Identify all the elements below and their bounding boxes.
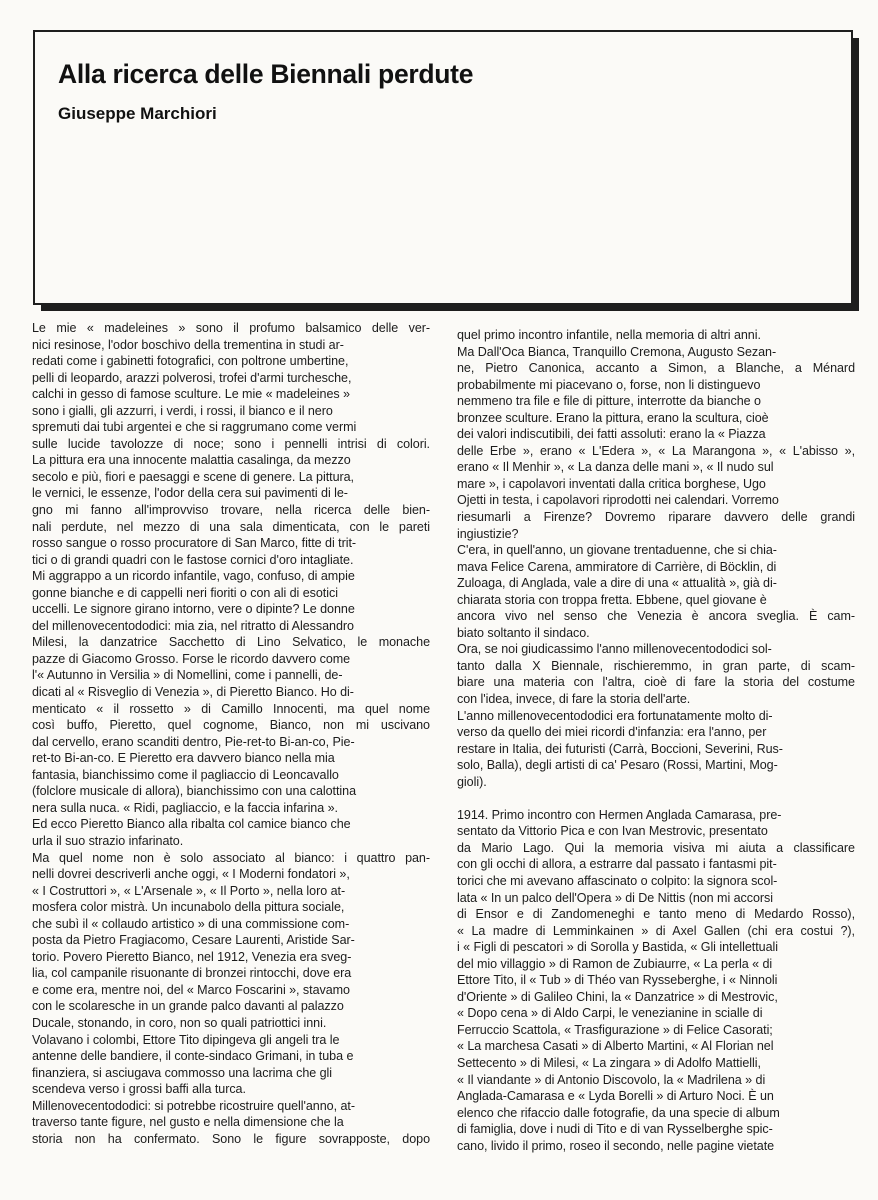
text-line: uccelli. Le signore girano intorno, vere o dipinte? Le donne	[32, 602, 355, 617]
text-line: Ora, se noi giudicassimo l'anno millenovecentododici sol-	[457, 642, 772, 657]
text-line: Ferruccio Scattola, « Trasfigurazione » di Felice Casorati;	[457, 1022, 773, 1037]
text-line: biare una materia con l'altra, cioè di fare la storia del costume	[457, 675, 855, 690]
text-line: « La marchesa Casati » di Alberto Martini, « Al Florian nel	[457, 1039, 774, 1054]
text-line: 1914. Primo incontro con Hermen Anglada Camarasa, pre-	[457, 807, 782, 822]
text-line: riesumarli a Firenze? Dovremo riparare davvero delle grandi	[457, 510, 855, 525]
text-line: storia non ha confermato. Sono le figure sovrapposte, dopo	[32, 1131, 430, 1146]
text-line: del millenovecentododici: mia zia, nel ritratto di Alessandro	[32, 618, 354, 633]
text-line: nelli dovrei descriverli anche oggi, « I Moderni fondatori »,	[32, 867, 350, 882]
text-line: torio. Povero Pieretto Bianco, nel 1912, Venezia era sveg-	[32, 949, 352, 964]
text-line: che subì il « collaudo artistico » di una commissione com-	[32, 916, 350, 931]
text-line: Volavano i colombi, Ettore Tito dipingeva gli angeli tra le	[32, 1032, 340, 1047]
text-line: lia, col campanile risuonante di bronzei rintocchi, dove era	[32, 966, 352, 981]
text-line: Zuloaga, di Anglada, vale a dire di una « attualità », già di-	[457, 576, 777, 591]
text-line: con gli occhi di allora, a estrarre dal passato i fantasmi pit-	[457, 857, 777, 872]
text-line: così buffo, Pieretto, quel cognome, Bianco, non mi uscivano	[32, 718, 430, 733]
text-line: finanziera, si asciugava commosso una lacrima che gli	[32, 1065, 333, 1080]
text-line: redati come i gabinetti fotografici, con poltrone umbertine,	[32, 354, 349, 369]
text-line: tici o di grandi quadri con le fastose cornici d'oro intagliate.	[32, 552, 354, 567]
text-line: mare », i capolavori inventati dalla critica borghese, Ugo	[457, 476, 766, 491]
text-line: dei valori indiscutibili, dei fatti assoluti: erano la « Piazza	[457, 427, 766, 442]
article-author: Giuseppe Marchiori	[58, 104, 217, 123]
text-line: gno mi fanno all'improvviso trovare, nella ricerca delle bien-	[32, 503, 430, 518]
text-line: Anglada-Camarasa e « Lyda Borelli » di Arturo Noci. È un	[457, 1089, 774, 1104]
text-line: nali perdute, nel mezzo di una sala dimenticata, con le pareti	[32, 519, 430, 534]
box-shadow-bottom	[41, 305, 859, 311]
text-line: urla il suo strazio infarinato.	[32, 833, 184, 848]
text-line: Ma Dall'Oca Bianca, Tranquillo Cremona, Augusto Sezan-	[457, 344, 777, 359]
text-line: gioli).	[457, 774, 487, 789]
text-line: Settecento » di Milesi, « La zingara » di Adolfo Mattielli,	[457, 1056, 761, 1071]
text-line: nemmeno tra file e file di pitture, interrotte da bianche o	[457, 394, 761, 409]
text-line: Mi aggrappo a un ricordo infantile, vago, confuso, di ampie	[32, 569, 355, 584]
text-line: menticato « il rossetto » di Camillo Innocenti, ma quel nome	[32, 701, 430, 716]
text-line: sono i gialli, gli azzurri, i verdi, i rossi, il bianco e il nero	[32, 403, 333, 418]
text-line: probabilmente mi piacevano o, forse, non li distinguevo	[457, 377, 761, 392]
text-line: Ed ecco Pieretto Bianco alla ribalta col camice bianco che	[32, 817, 351, 832]
text-line: tanto dalla X Biennale, rischieremmo, in gran parte, di scam-	[457, 658, 855, 673]
text-line: Ojetti in testa, i capolavori riprodotti nei calendari. Vorremo	[457, 493, 779, 508]
text-line: ancora vivo nel senso che Venezia è ancora sveglia. È cam-	[457, 609, 855, 624]
left-text-column	[32, 320, 430, 1147]
text-line: i « Figli di pescatori » di Sorolla y Bastida, « Gli intellettuali	[457, 940, 778, 955]
box-shadow-right	[853, 38, 859, 311]
text-line: nici resinose, l'odor boschivo della trementina in studi ar-	[32, 337, 344, 352]
text-line: Ducale, stonando, in coro, non so quali patriottici inni.	[32, 1015, 327, 1030]
text-line: quel primo incontro infantile, nella memoria di altri anni.	[457, 328, 761, 342]
text-line: del mio villaggio » di Ramon de Zubiaurre, « La perla « di	[457, 956, 773, 971]
text-line: fantasia, bianchissimo come il pagliaccio di Leoncavallo	[32, 767, 339, 782]
text-line: L'anno millenovecentododici era fortunatamente molto di-	[457, 708, 773, 723]
text-line: « La madre di Lemminkainen » di Axel Gallen (chi era costui ?),	[457, 923, 855, 938]
text-line: verso da quello dei miei ricordi d'infanzia: era l'anno, per	[457, 725, 767, 740]
text-line: antenne delle bandiere, il conte-sindaco Grimani, in tuba e	[32, 1049, 354, 1064]
text-line: dal cervello, erano scanditi dentro, Pie-ret-to Bi-an-co, Pie-	[32, 734, 355, 749]
text-line: erano « Il Menhir », « La danza delle mani », « Il nudo sul	[457, 460, 774, 475]
text-line: Ma quel nome non è solo associato al bianco: i quattro pan-	[32, 850, 430, 865]
text-line: pazze di Giacomo Grosso. Forse le ricordo davvero come	[32, 651, 351, 666]
text-line: traverso tante figure, nel gusto e nella dimensione che la	[32, 1115, 344, 1130]
text-line: restare in Italia, dei futuristi (Carrà, Boccioni, Severini, Rus-	[457, 741, 783, 756]
text-line: posta da Pietro Fragiacomo, Cesare Laurenti, Aristide Sar-	[32, 933, 355, 948]
text-line: (folclore musicale di allora), bianchissimo con una calottina	[32, 784, 357, 799]
text-line: con l'idea, invece, di fare la storia dell'arte.	[457, 692, 691, 707]
text-line: torici che mi avevano affascinato o colpito: la signora scol-	[457, 874, 778, 888]
right-text-column	[457, 327, 855, 1154]
text-line: cano, livido il primo, roseo il secondo, nelle pagine vietate	[457, 1138, 775, 1153]
text-line: chiarata storia con troppa fretta. Ebbene, quel giovane è	[457, 592, 767, 607]
text-line: ne, Pietro Canonica, accanto a Simon, a Blanche, a Ménard	[457, 361, 855, 376]
text-line: con le scolaresche in un grande palco davanti al palazzo	[32, 999, 344, 1014]
text-line: ret-to Bi-an-co. E Pieretto era davvero bianco nella mia	[32, 751, 335, 766]
text-line: Le mie « madeleines » sono il profumo balsamico delle ver-	[32, 321, 430, 335]
text-line: C'era, in quell'anno, un giovane trentaduenne, che si chia-	[457, 543, 777, 558]
text-line: di famiglia, dove i nudi di Tito e di van Rysselberghe spic-	[457, 1122, 773, 1137]
text-line: sulle lucide tavolozze di noce; sono i pennelli intrisi di colori.	[32, 436, 430, 451]
text-line: « I Costruttori », « L'Arsenale », « Il Porto », nella loro at-	[32, 883, 346, 898]
text-line: solo, Balla), degli artisti di ca' Pesaro (Rossi, Martini, Mog-	[457, 758, 778, 773]
text-line: « Il viandante » di Antonio Discovolo, la « Madrilena » di	[457, 1072, 766, 1087]
text-line: Ettore Tito, il « Tub » di Théo van Rysseberghe, i « Ninnoli	[457, 973, 778, 988]
text-line	[457, 790, 855, 807]
text-line: scendeva verso i grossi baffi alla turca.	[32, 1082, 246, 1097]
text-line: sentato da Vittorio Pica e con Ivan Mestrovic, presentato	[457, 824, 768, 839]
text-line: elenco che rifaccio dalle fotografie, da una specie di album	[457, 1105, 780, 1120]
title-box	[33, 30, 853, 305]
text-line: ingiustizie?	[457, 526, 519, 541]
text-line: secolo e più, fiori e paesaggi e scene di genere. La pittura,	[32, 469, 354, 484]
text-line: calchi in gesso di famose sculture. Le mie « madeleines »	[32, 387, 350, 402]
text-line: La pittura era una innocente malattia casalinga, da mezzo	[32, 453, 351, 468]
article-title: Alla ricerca delle Biennali perdute	[58, 59, 474, 89]
text-line: spremuti dai tubi argentei e che si raggrumano come vermi	[32, 420, 357, 435]
text-line: pelli di leopardo, arazzi polverosi, trofei d'armi turchesche,	[32, 370, 352, 385]
text-line: nera sulla nuca. « Ridi, pagliaccio, e la faccia infarina ».	[32, 800, 338, 815]
text-line: biato soltanto il sindaco.	[457, 625, 590, 640]
text-line: le vernici, le essenze, l'odor della cera sui pavimenti di le-	[32, 486, 348, 501]
text-line: « Dopo cena » di Aldo Carpi, le venezianine in scialle di	[457, 1006, 763, 1021]
text-line: mosfera color mistrà. Un incunabolo della pittura sociale,	[32, 900, 345, 915]
text-line: lata « In un palco dell'Opera » di De Nittis (non mi accorsi	[457, 890, 774, 905]
text-line: Millenovecentododici: si potrebbe ricostruire quell'anno, at-	[32, 1098, 355, 1113]
text-line: d'Oriente » di Galileo Chini, la « Danzatrice » di Mestrovic,	[457, 989, 778, 1004]
text-line: Milesi, la danzatrice Sacchetto di Lino Selvatico, le monache	[32, 635, 430, 650]
text-line: delle Erbe », erano « L'Edera », « La Marangona », « L'abisso »,	[457, 443, 855, 458]
text-line: e come era, mentre noi, del « Marco Foscarini », stavamo	[32, 982, 350, 997]
text-line: l'« Autunno in Versilia » di Nomellini, come i pannelli, de-	[32, 668, 343, 683]
text-line: bronzee sculture. Erano la pittura, erano la scultura, cioè	[457, 410, 769, 425]
text-line: di Ensor e di Zandomeneghi e tanto meno di Medardo Rosso),	[457, 907, 855, 922]
text-line: rosso sangue o rosso procuratore di San Marco, fitte di trit-	[32, 536, 357, 551]
text-line: da Mario Lago. Qui la memoria visiva mi aiuta a classificare	[457, 840, 855, 855]
text-line: dicati al « Risveglio di Venezia », di Pieretto Bianco. Ho di-	[32, 685, 354, 700]
text-line: mava Felice Carena, ammiratore di Carrière, di Böcklin, di	[457, 559, 777, 574]
text-line: gonne bianche e di cappelli neri fioriti o con ali di esotici	[32, 585, 338, 600]
